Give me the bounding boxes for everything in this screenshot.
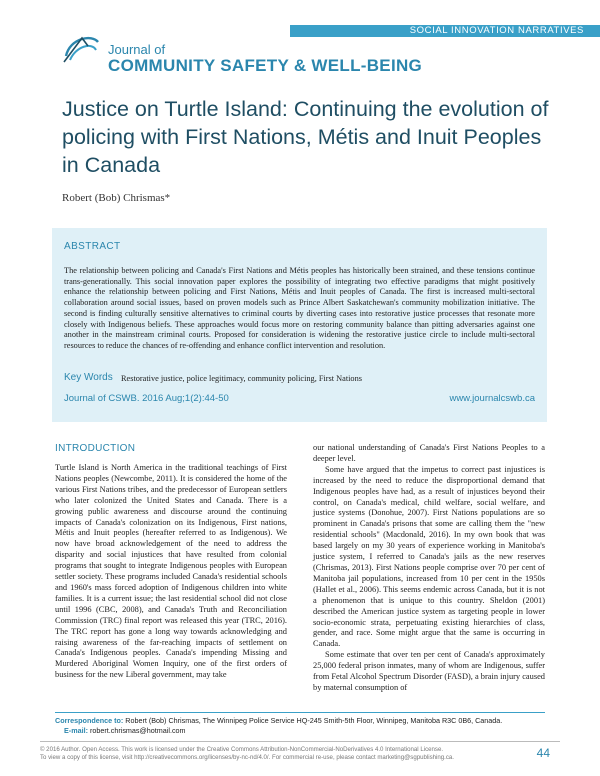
paragraph: Turtle Island is North America in the traditional teachings of First Nations peoples (Newcombe, 2011). It is considered the home of the various First Nations tribes, and the predecessor of European settlers who later colonized the United States and Canada. There is a growing public awareness and discourse around the continuing impacts of Canada's colonization on its Indigenous, First nations, Métis and Inuit peoples (hereafter referred to as Indigenous). We now have broad acknowledgement of the need to address the disparity and social injustices that have resulted from colonial programs that sought to integrate Indigenous peoples with European settler society. These programs included Canada's residential schools and 1960's mass forced adoption of Indigenous children into white families. It is a current issue; the last residential school did not close until 1996 (CBC, 2008), and Canada's Truth and Reconciliation Commission (TRC) final report was released this year (TRC, 2016). The TRC report has gone a long way towards acknowledging and raising awareness of the far-reaching impacts of settlement on Canada's Indigenous peoples. Canada's impending Missing and Murdered Aboriginal Women Inquiry, one of the first orders of business for the new Liberal government, may take (55, 463, 287, 680)
article-title: Justice on Turtle Island: Continuing the evolution of policing with First Nations, Métis and Inuit Peoples in Canada (62, 97, 549, 177)
footer-divider (55, 712, 545, 713)
section-banner (290, 25, 600, 37)
email-link[interactable]: robert.chrismas@hotmail.com (89, 726, 186, 735)
email-label: E-mail: (64, 726, 88, 735)
license-line: To view a copy of this license, visit http://creativecommons.org/licenses/by-nc-nd/4.0/. For commercial re-use, please contact marketing@sgpublishing.ca. (40, 754, 454, 761)
body-column-right (313, 443, 545, 694)
journal-url-link[interactable]: www.journalcswb.ca (449, 393, 535, 404)
license-divider (40, 741, 560, 742)
license-notice (40, 746, 520, 762)
paragraph: Some have argued that the impetus to correct past injustices is increased by the need to reduce the disproportional demand that Indigenous peoples have had, as a result of injustices beyond their control, on Canada's medical, child welfare, social welfare, and justice systems (Donohue, 2007). First Nations populations are so prominent in Canada's prisons that some are calling them the "new residential schools" (Macdonald, 2016). In my own book that was based largely on my 30 years of experience working in Manitoba's justice system, I referred to Canada's jails as the new reserves (Chrismas, 2013). First Nations people comprise over 70 per cent of Manitoba jail populations, increased from 10 per cent in the 1950s (Hallet et al., 2006). This seems endemic across Canada, but it is not a phenomenon that is unique to this country. Sheldon (2001) described the American justice system as targeting people in lower socio-economic strata, perpetuating existing hierarchies of class, gender, and race. Some might argue that the same is occurring in Canada. (313, 464, 545, 649)
introduction-heading: INTRODUCTION (55, 443, 136, 454)
keywords-label: Key Words (64, 372, 113, 383)
keywords-text: Restorative justice, police legitimacy, community policing, First Nations (121, 374, 362, 383)
paragraph: our national understanding of Canada's First Nations Peoples to a deeper level. (313, 443, 545, 463)
abstract-heading: ABSTRACT (64, 241, 121, 252)
article-author: Robert (Bob) Chrismas* (62, 192, 171, 204)
citation: Journal of CSWB. 2016 Aug;1(2):44-50 (64, 393, 229, 404)
license-line: © 2016 Author. Open Access. This work is licensed under the Creative Commons Attribution-NonCommercial-NoDerivatives 4.0 International License. (40, 746, 444, 753)
section-banner-label: SOCIAL INNOVATION NARRATIVES (409, 25, 584, 36)
correspondence-text: Robert (Bob) Chrismas, The Winnipeg Police Service HQ-245 Smith-5th Floor, Winnipeg, Manitoba R3C 0B6, Canada. (125, 716, 503, 725)
journal-of-label: Journal of (108, 42, 166, 57)
body-column-left (55, 463, 287, 681)
email-line (64, 726, 186, 735)
paragraph: Some estimate that over ten per cent of Canada's approximately 25,000 federal prison inmates, many of whom are Indigenous, suffer from Fetal Alcohol Spectrum Disorder (FASD), a brain injury caused by maternal consumption of (313, 650, 545, 692)
journal-name: COMMUNITY SAFETY & WELL-BEING (108, 56, 423, 75)
correspondence-line (55, 716, 502, 725)
page-number: 44 (536, 746, 550, 760)
abstract-text: The relationship between policing and Canada's First Nations and Métis peoples has historically been strained, and these tensions continue trans-generationally. This social innovation paper explores the possibility of integrating two effective paradigms that might positively enhance the relationship between policing and First Nations, Métis and Inuit peoples of Canada. The first is increased multi-sectoral collaboration around social issues, based on proven models such as Prince Albert Saskatchewan's community mobilization initiative. The second is finding culturally sensitive alternatives to criminal courts by diverting cases into restorative justice processes that resonate more closely with Indigenous beliefs. These approaches would focus more on restoring community balance than pitting adversaries against one another in the mainstream criminal courts. Proposed for consideration is widening the restorative justice circle to include multi-sectoral resources to reduce the chances of re-offending and enhance conflict intervention and resolution. (64, 266, 535, 350)
journal-logo-icon (62, 32, 102, 66)
correspondence-label: Correspondence to: (55, 716, 124, 725)
